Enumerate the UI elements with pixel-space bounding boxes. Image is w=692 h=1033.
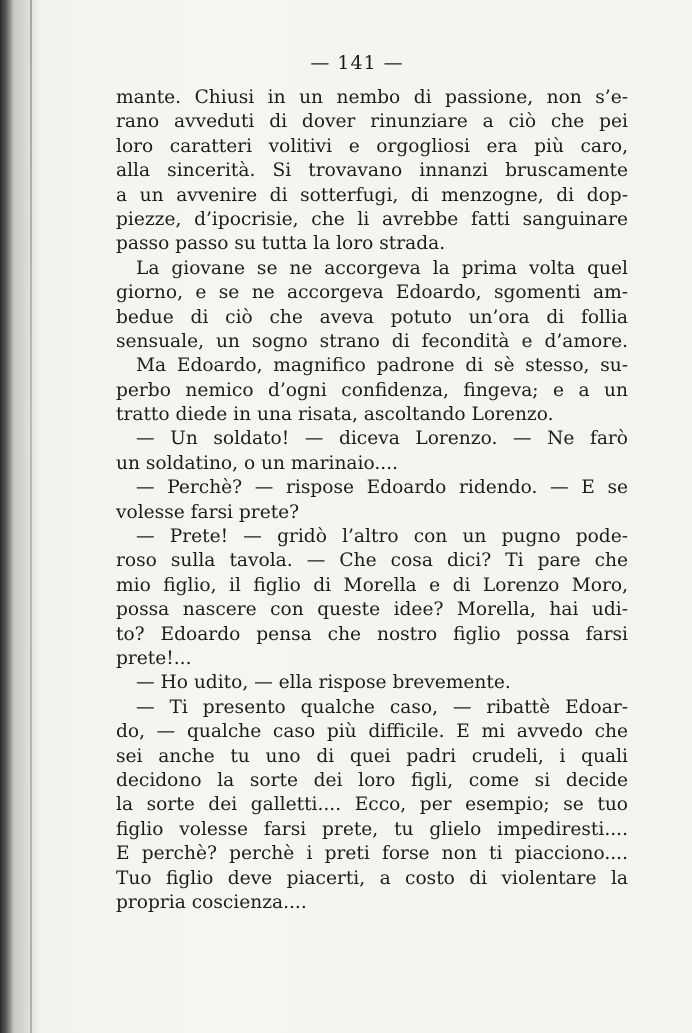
text-line: sensuale, un sogno strano di fecondità e d’amore. bbox=[116, 330, 628, 352]
text-line: mio figlio, il figlio di Morella e di Lorenzo Moro, bbox=[116, 574, 628, 596]
text-line: loro caratteri volitivi e orgogliosi era più caro, bbox=[116, 135, 628, 157]
text-line: propria coscienza.... bbox=[116, 891, 307, 913]
text-line: — Ho udito, — ella rispose brevemente. bbox=[136, 672, 511, 694]
text-line: perbo nemico d’ogni confidenza, fingeva; e a un bbox=[116, 379, 628, 401]
page-number: — 141 — bbox=[310, 52, 404, 74]
text-line: — Prete! — gridò l’altro con un pugno pode- bbox=[136, 526, 628, 548]
text-line: prete!... bbox=[116, 647, 192, 669]
text-line: Tuo figlio deve piacerti, a costo di violentare la bbox=[116, 867, 628, 889]
text-line: sei anche tu uno di quei padri crudeli, i quali bbox=[116, 745, 628, 767]
text-line: — Perchè? — rispose Edoardo ridendo. — E se bbox=[136, 477, 628, 499]
text-line: a un avvenire di sotterfugi, di menzogne, di dop- bbox=[116, 184, 628, 206]
text-line: tratto diede in una risata, ascoltando Lorenzo. bbox=[116, 404, 554, 426]
text-line: do, — qualche caso più difficile. E mi avvedo che bbox=[116, 721, 628, 743]
text-line: la sorte dei galletti.... Ecco, per esempio; se tuo bbox=[116, 794, 628, 816]
text-line: La giovane se ne accorgeva la prima volta quel bbox=[136, 257, 628, 279]
text-line: — Ti presento qualche caso, — ribattè Edoar- bbox=[136, 696, 628, 718]
text-line: piezze, d’ipocrisie, che li avrebbe fatti sanguinare bbox=[116, 208, 628, 230]
text-line: rano avveduti di dover rinunziare a ciò che pei bbox=[116, 111, 628, 133]
text-line: figlio volesse farsi prete, tu glielo impediresti.... bbox=[116, 818, 628, 840]
binding-line bbox=[30, 0, 32, 1033]
text-line: E perchè? perchè i preti forse non ti piacciono.... bbox=[116, 843, 628, 865]
text-line: decidono la sorte dei loro figli, come si decide bbox=[116, 769, 628, 791]
text-line: possa nascere con queste idee? Morella, hai udi- bbox=[116, 599, 628, 621]
text-line: — Un soldato! — diceva Lorenzo. — Ne farò bbox=[136, 428, 628, 450]
text-line: mante. Chiusi in un nembo di passione, non s’e- bbox=[116, 87, 628, 108]
text-line: roso sulla tavola. — Che cosa dici? Ti pare che bbox=[116, 550, 628, 572]
text-line: volesse farsi prete? bbox=[116, 501, 300, 523]
text-line: to? Edoardo pensa che nostro figlio possa farsi bbox=[116, 623, 628, 645]
text-line: alla sincerità. Si trovavano innanzi bruscamente bbox=[116, 160, 628, 182]
text-line: bedue di ciò che aveva potuto un’ora di follia bbox=[116, 306, 628, 328]
text-line: passo passo su tutta la loro strada. bbox=[116, 233, 446, 255]
body-text bbox=[116, 86, 628, 915]
text-line: Ma Edoardo, magnifico padrone di sè stesso, su- bbox=[136, 355, 628, 377]
binding-edge bbox=[0, 0, 40, 1033]
text-line: un soldatino, o un marinaio.... bbox=[116, 452, 398, 474]
text-line: giorno, e se ne accorgeva Edoardo, sgomenti am- bbox=[116, 282, 628, 304]
